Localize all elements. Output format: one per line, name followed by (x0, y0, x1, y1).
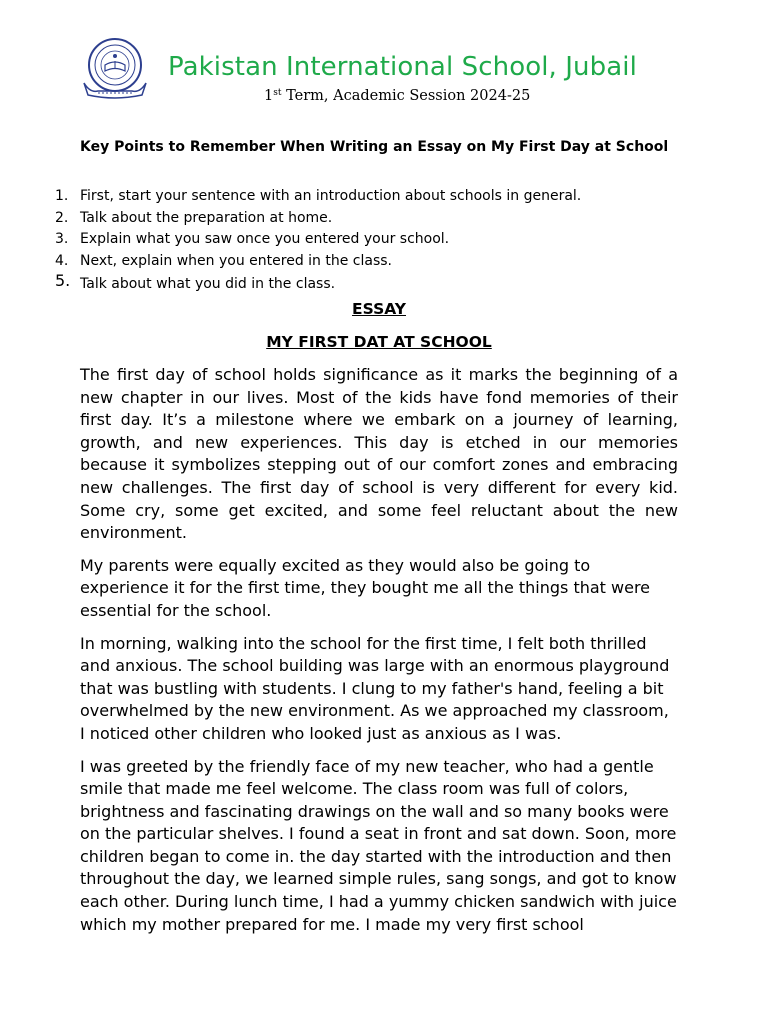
essay-subtitle: MY FIRST DAT AT SCHOOL (266, 333, 492, 351)
list-item-number: 4. (55, 252, 69, 269)
school-name: Pakistan International School, Jubail (168, 52, 637, 82)
school-crest-icon (78, 35, 152, 103)
term-ordinal: 1 (264, 88, 274, 104)
list-item (0, 229, 768, 251)
list-item-number: 1. (55, 188, 69, 204)
list-item (0, 272, 768, 294)
list-item-number: 2. (55, 209, 69, 226)
term-ordinal-suffix: st (273, 88, 282, 98)
academic-term (264, 88, 530, 104)
list-item (0, 208, 768, 230)
list-item-text: Explain what you saw once you entered your school. (80, 231, 450, 247)
list-item-text: First, start your sentence with an introduction about schools in general. (80, 188, 582, 204)
essay-paragraph: I was greeted by the friendly face of my new teacher, who had a gentle smile that made me feel welcome. The class room was full of colors, brightness and fascinating drawings on the wall and so many books were on the particular shelves. I found a seat in front and sat down. Soon, more children began to come in. the day started with the introduction and then throughout the day, we learned simple rules, sang songs, and got to know each other. During lunch time, I had a yummy chicken sandwich with juice which my mother prepared for me. I made my very first school (80, 756, 677, 934)
list-item-text: Talk about what you did in the class. (80, 276, 336, 292)
document-header (0, 0, 768, 120)
list-item-text: Next, explain when you entered in the class. (80, 252, 392, 269)
essay-paragraph: My parents were equally excited as they would also be going to experience it for the first time, they bought me all the things that were essential for the school. (80, 555, 651, 620)
list-item-number: 5. (55, 271, 71, 290)
list-item (0, 251, 768, 273)
essay-paragraph: In morning, walking into the school for the first time, I felt both thrilled and anxious. The school building was large with an enormous playground that was bustling with students. I clung to my father's hand, feeling a bit overwhelmed by the new environment. As we approached my classroom, I noticed other children who looked just as anxious as I was. (80, 633, 670, 743)
list-item-number: 3. (55, 231, 69, 247)
essay-paragraph: The first day of school holds significance as it marks the beginning of a new chapter in our lives. Most of the kids have fond memories of their first day. It’s a milestone where we embark on a journey of learning, growth, and new experiences. This day is etched in our memories because it symbolizes stepping out of our comfort zones and embracing new challenges. The first day of school is very different for every kid. Some cry, some get excited, and some feel reluctant about the new environment. (80, 365, 678, 543)
term-text: Term, Academic Session 2024-25 (281, 88, 531, 104)
key-points-heading: Key Points to Remember When Writing an Essay on My First Day at School (80, 139, 669, 155)
list-item-text: Talk about the preparation at home. (80, 209, 333, 226)
essay-body (80, 364, 678, 946)
key-points-list (0, 186, 768, 294)
essay-title: ESSAY (352, 300, 406, 318)
list-item (0, 186, 768, 208)
